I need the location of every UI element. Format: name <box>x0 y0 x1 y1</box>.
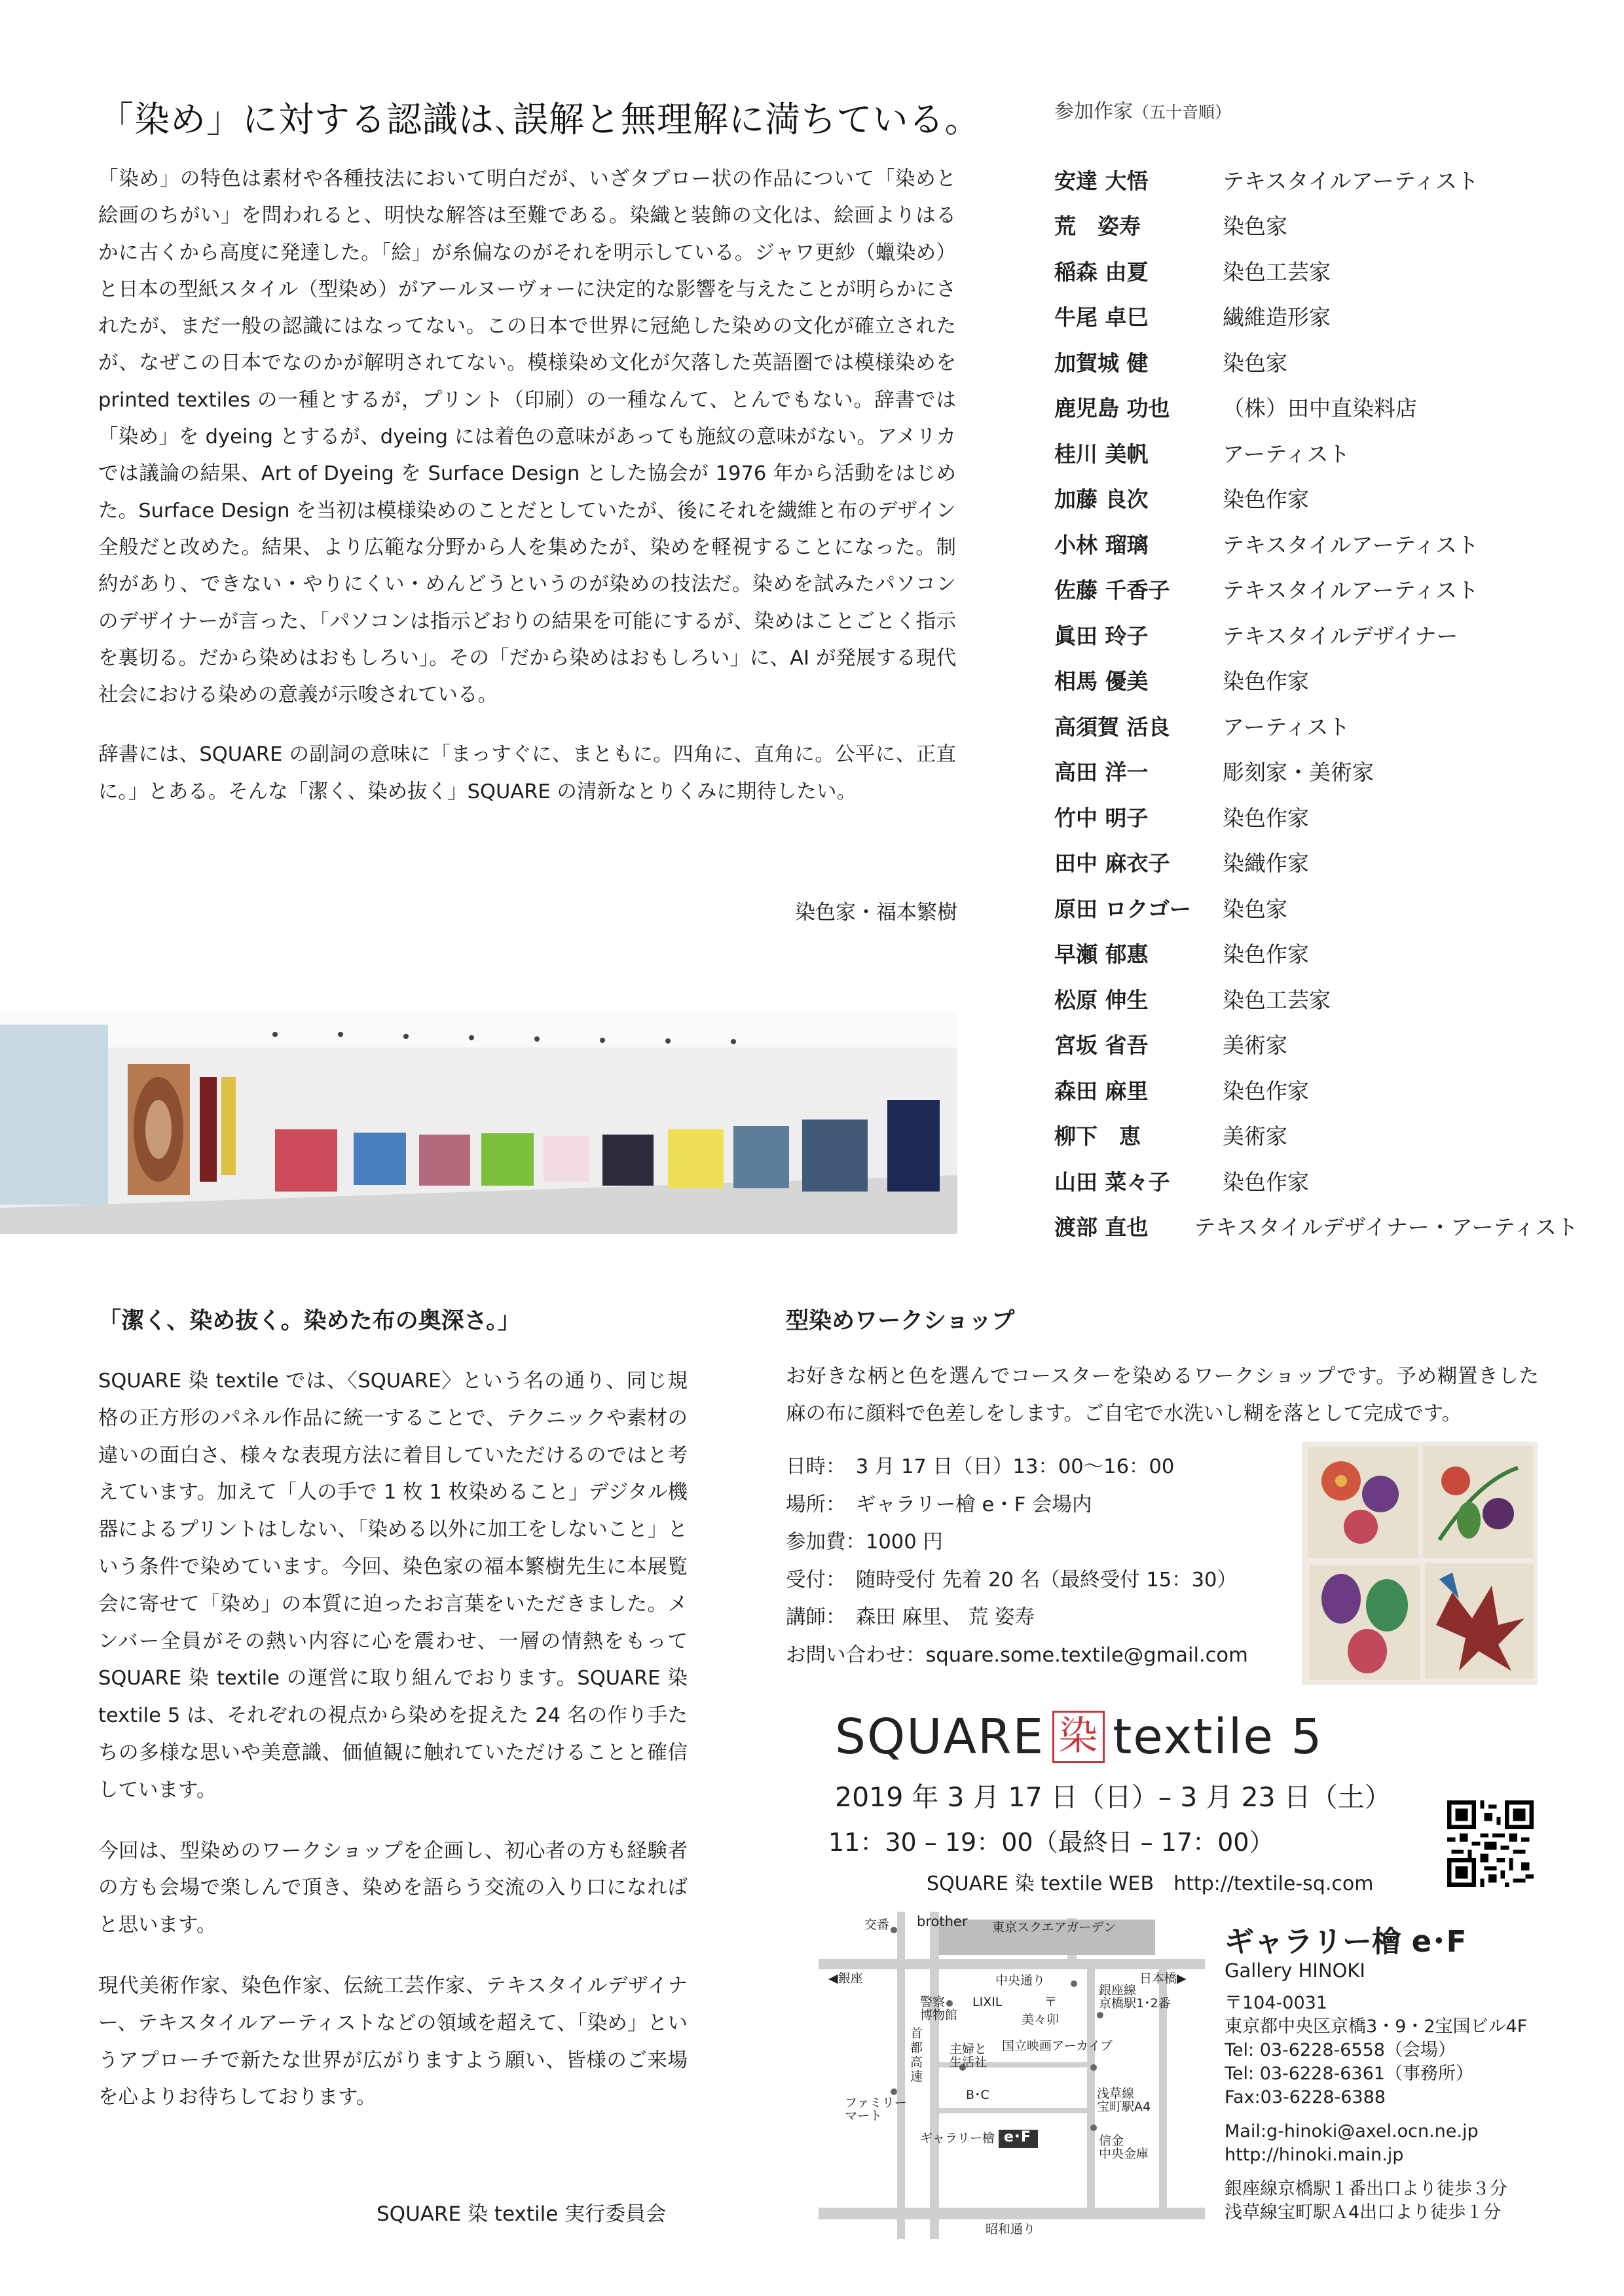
workshop-fee: 参加費：1000 円 <box>786 1531 943 1554</box>
artist-row <box>1054 888 1578 927</box>
artist-name: 佐藤 千香子 <box>1054 577 1170 603</box>
artist-name: 安達 大悟 <box>1054 168 1149 194</box>
map-label-miyuki: 美々卯 <box>1022 2013 1060 2027</box>
gallery-access-asakusa: 浅草線宝町駅Ａ4出口より徒歩１分 <box>1225 2202 1502 2223</box>
artist-name: 高須賀 活良 <box>1054 714 1170 740</box>
map-label-family-mart: ファミリー マート <box>845 2096 907 2123</box>
gallery-tel-office: Tel: 03‐6228‐6361（事務所） <box>1225 2064 1473 2084</box>
gallery-name: ギャラリー檜 e･F <box>1225 1924 1467 1959</box>
access-map-labels <box>819 1912 1205 2239</box>
gallery-name-en: Gallery HINOKI <box>1225 1959 1365 1982</box>
artist-row <box>1054 433 1578 472</box>
map-label-nihonbashi: 日本橋▶ <box>1139 1971 1187 1986</box>
gallery-mail[interactable]: Mail:g-hinoki@axel.ocn.ne.jp <box>1225 2121 1479 2141</box>
artist-row <box>1054 843 1578 882</box>
exhibition-dates: 2019 年 3 月 17 日（日）– 3 月 23 日（土） <box>835 1781 1392 1813</box>
coaster-samples-photo <box>1302 1442 1538 1685</box>
artist-row <box>1054 1116 1578 1155</box>
map-label-bc: B･C <box>966 2088 989 2102</box>
map-label-chuo-dori: 中央通り <box>995 1973 1046 1988</box>
artist-row <box>1054 934 1578 973</box>
artist-row <box>1054 797 1578 836</box>
artist-name: 渡部 直也 <box>1054 1214 1149 1240</box>
workshop-title: 型染めワークショップ <box>786 1308 1015 1334</box>
some-logo-mark: 染 <box>1052 1711 1105 1763</box>
intro-signature: SQUARE 染 textile 実行委員会 <box>377 2202 667 2226</box>
artist-role: 染色作家 <box>1223 941 1309 967</box>
map-label-lixil: LIXIL <box>972 1995 1003 2009</box>
artist-name: 稲森 由夏 <box>1054 259 1149 285</box>
gallery-fax: Fax:03‐6228‐6388 <box>1225 2087 1386 2107</box>
artist-role: 染色作家 <box>1223 805 1309 831</box>
workshop-contact[interactable]: お問い合わせ：square.some.textile@gmail.com <box>786 1643 1248 1667</box>
artist-row <box>1054 297 1578 336</box>
artist-role: テキスタイルアーティスト <box>1223 168 1479 194</box>
workshop-description: お好きな柄と色を選んでコースターを染めるワークショップです。予め糊置きした麻の布に顔料で色差しをします。ご自宅で水洗いし糊を落として完成です。 <box>786 1365 1539 1425</box>
artist-row <box>1054 251 1578 290</box>
artist-name: 宮坂 省吾 <box>1054 1032 1149 1058</box>
map-label-koban: 交番 <box>864 1918 890 1932</box>
artist-role: 染織作家 <box>1223 850 1309 876</box>
artist-row <box>1054 661 1578 700</box>
workshop-teacher: 講師： 森田 麻里、 荒 姿寿 <box>786 1606 1035 1629</box>
exhibition-title <box>835 1709 1392 1765</box>
gallery-info <box>1225 1925 1527 2225</box>
map-label-tokyo-square-garden: 東京スクエアガーデン <box>992 1920 1116 1935</box>
map-label-expressway: 首 都 高 速 <box>910 2026 923 2084</box>
exhibition-web[interactable]: SQUARE 染 textile WEB http://textile-sq.com <box>927 1872 1374 1895</box>
intro-title: 「潔く、染め抜く。染めた布の奥深さ。」 <box>98 1308 521 1334</box>
intro-paragraph: 今回は、型染めのワークショップを企画し、初心者の方も経験者の方も会場で楽しんで頂き、染めを語らう交流の入り口になればと思います。 <box>98 1839 688 1937</box>
artist-row <box>1054 706 1578 745</box>
artist-name: 桂川 美帆 <box>1054 441 1149 467</box>
artist-row <box>1054 979 1578 1018</box>
artist-role: 繊維造形家 <box>1223 304 1331 330</box>
artist-name: 小林 瑠璃 <box>1054 532 1149 558</box>
map-label-gallery: ギャラリー檜 <box>920 2131 995 2145</box>
map-label-film-archive: 国立映画アーカイブ <box>1002 2039 1113 2053</box>
artist-role: 美術家 <box>1223 1123 1287 1149</box>
artist-role: テキスタイルデザイナー <box>1223 623 1458 649</box>
artist-name: 早瀬 郁惠 <box>1054 941 1149 967</box>
essay-paragraph: 「染め」の特色は素材や各種技法において明白だが、いざタブロー状の作品について「染めと絵画のちがい」を問われると、明快な解答は至難である。染織と装飾の文化は、絵画よりはるかに古くから高度に発達した。「絵」が糸偏なのがそれを明示している。ジャワ更紗（蠟染め）と日本の型紙スタイル（型染め）がアールヌーヴォーに決定的な影響を与えたことが明らかにされたが、まだ一般の認識にはなってない。この日本で世界に冠絶した染めの文化が確立されたが、なぜこの日本でなのかが解明されてない。模様染め文化が欠落した英語圏では模様染めを printed textiles の一種とするが，プリント（印刷）の一種なんて、とんでもない。辞書では「染め」を dyeing とするが、dyeing には着色の意味があっても施紋の意味がない。アメリカでは議論の結果、Art of Dyeing を Surface Design とした協会が 1976 年から活動をはじめた。Surface Design を当初は模様染めのことだとしていたが、後にそれを繊維と布のデザイン全般だと改めた。結果、より広範な分野から人を集めたが、染めを軽視することになった。制約があり、できない・やりにくい・めんどうというのが染めの技法だ。染めを試みたパソコンのデザイナーが言った、「パソコンは指示どおりの結果を可能にするが、染めはことごとく指示を裏切る。だから染めはおもしろい」。その「だから染めはおもしろい」に、AI が発展する現代社会における染めの意義が示唆されている。 <box>98 168 956 707</box>
gallery-address: 東京都中央区京橋3・9・2宝国ビル4F <box>1225 2016 1528 2037</box>
artist-name: 牛尾 卓巳 <box>1054 304 1149 330</box>
artists-title-note: （五十音順） <box>1133 103 1232 122</box>
artist-role: アーティスト <box>1223 714 1350 740</box>
map-label-housewives-publisher: 主婦と 生活社 <box>950 2042 987 2069</box>
essay-paragraph: 辞書には、SQUARE の副詞の意味に「まっすぐに、まともに。四角に、直角に。公平に、正直に。」とある。そんな「潔く、染め抜く」SQUARE の清新なとりくみに期待したい。 <box>98 743 956 803</box>
artist-role: （株）田中直染料店 <box>1223 395 1417 421</box>
artist-name: 加藤 良次 <box>1054 486 1149 512</box>
artist-role: 染色作家 <box>1223 486 1309 512</box>
artist-row <box>1054 1070 1578 1109</box>
artist-role: 染色作家 <box>1223 1169 1309 1195</box>
artist-role: テキスタイルアーティスト <box>1223 532 1479 558</box>
map-label-ginza-line-station: 銀座線 京橋駅1･2番 <box>1099 1983 1171 2011</box>
artist-name: 高田 洋一 <box>1054 759 1149 785</box>
intro-body <box>98 1363 688 2140</box>
map-label-ginza: ◀銀座 <box>828 1971 863 1986</box>
artist-name: 田中 麻衣子 <box>1054 850 1170 876</box>
exhibition-hours: 11：30 – 19：00（最終日 – 17：00） <box>828 1828 1274 1857</box>
workshop-date: 日時： 3 月 17 日（日）13：00〜16：00 <box>786 1455 1175 1478</box>
artist-name: 原田 ロクゴー <box>1054 896 1191 922</box>
artist-name: 竹中 明子 <box>1054 805 1149 831</box>
artist-role: 染色家 <box>1223 896 1287 922</box>
artist-role: 染色工芸家 <box>1223 987 1331 1013</box>
artist-row <box>1054 388 1578 427</box>
workshop-reception: 受付： 随時受付 先着 20 名（最終受付 15：30） <box>786 1568 1237 1592</box>
artist-role: テキスタイルアーティスト <box>1223 577 1479 603</box>
essay-body <box>98 161 956 833</box>
map-label-police-museum: 警察 博物館 <box>920 1995 958 2022</box>
exhibition-brand <box>828 1709 1392 1896</box>
artist-row <box>1054 570 1578 609</box>
gallery-access-ginza: 銀座線京橋駅１番出口より徒歩３分 <box>1225 2179 1507 2199</box>
gallery-url[interactable]: http://hinoki.main.jp <box>1225 2145 1404 2165</box>
artist-name: 相馬 優美 <box>1054 668 1149 694</box>
artist-role: 美術家 <box>1223 1032 1287 1058</box>
artist-role: テキスタイルデザイナー・アーティスト <box>1194 1214 1578 1240</box>
map-label-post: 〒 <box>1044 1995 1058 2009</box>
artists-heading <box>1054 95 1231 124</box>
gallery-exhibition-photo <box>0 1011 957 1234</box>
intro-paragraph: SQUARE 染 textile では、〈SQUARE〉という名の通り、同じ規格の正方形のパネル作品に統一することで、テクニックや素材の違いの面白さ、様々な表現方法に着目していただけるのではと考えています。加えて「人の手で 1 枚 1 枚染めること」デジタル機器によるプリントはしない、「染める以外に加工をしないこと」という条件で染めています。今回、染色家の福本繁樹先生に本展覧会に寄せて「染め」の本質に迫ったお言葉をいただきました。メンバー全員がその熱い内容に心を震わせ、一層の情熱をもって SQUARE 染 textile の運営に取り組んでおります。SQUARE 染 textile 5 は、それぞれの視点から染めを捉えた 24 名の作り手たちの多様な思いや美意識、価値観に触れていただけることと確信しています。 <box>98 1370 688 1802</box>
artist-name: 松原 伸生 <box>1054 987 1149 1013</box>
artist-row <box>1054 1025 1578 1064</box>
artist-role: アーティスト <box>1223 441 1350 467</box>
artist-name: 鹿児島 功也 <box>1054 395 1170 421</box>
artists-title: 参加作家 <box>1054 100 1133 123</box>
artist-row <box>1054 752 1578 791</box>
artist-row <box>1054 160 1578 199</box>
artist-role: 染色工芸家 <box>1223 259 1331 285</box>
map-label-showa-dori: 昭和通り <box>986 2222 1036 2236</box>
map-label-asakusa-line-station: 浅草線 宝町駅A4 <box>1097 2086 1151 2114</box>
map-label-gallery-mark: e･F <box>1004 2129 1031 2145</box>
gallery-tel-venue: Tel: 03‐6228‐6558（会場） <box>1225 2040 1456 2060</box>
artist-row <box>1054 342 1578 381</box>
artist-row <box>1054 1161 1578 1200</box>
artist-role: 染色家 <box>1223 213 1287 239</box>
artist-name: 加賀城 健 <box>1054 350 1149 376</box>
map-label-brother: brother <box>917 1914 968 1929</box>
artist-name: 森田 麻里 <box>1054 1078 1149 1104</box>
artist-row <box>1054 524 1578 563</box>
artist-role: 染色家 <box>1223 350 1287 376</box>
artist-row <box>1054 615 1578 654</box>
qr-code[interactable] <box>1447 1800 1534 1887</box>
artist-name: 山田 菜々子 <box>1054 1169 1170 1195</box>
gallery-postal: 〒104‐0031 <box>1225 1993 1327 2013</box>
exhibition-title-right: textile 5 <box>1113 1709 1323 1765</box>
artist-name: 柳下 恵 <box>1054 1123 1141 1149</box>
essay-headline: 「染め」に対する認識は､誤解と無理解に満ちている｡ <box>98 99 963 140</box>
artist-row <box>1054 479 1578 518</box>
artist-role: 染色作家 <box>1223 1078 1309 1104</box>
workshop-place: 場所： ギャラリー檜 e・F 会場内 <box>786 1493 1092 1516</box>
essay-signature: 染色家・福本繁樹 <box>795 901 957 924</box>
artist-role: 染色作家 <box>1223 668 1309 694</box>
intro-paragraph: 現代美術作家、染色作家、伝統工芸作家、テキスタイルデザイナー、テキスタイルアーティストなどの領域を超えて、「染め」というアプローチで新たな世界が広がりますよう願い、皆様のご来場を心よりお待ちしております。 <box>98 1974 688 2109</box>
artist-role: 彫刻家・美術家 <box>1223 759 1374 785</box>
artist-name: 眞田 玲子 <box>1054 623 1149 649</box>
artist-name: 荒 姿寿 <box>1054 213 1141 239</box>
artist-row <box>1054 206 1578 245</box>
artist-row <box>1054 1207 1578 1246</box>
exhibition-title-left: SQUARE <box>835 1709 1045 1765</box>
workshop-info <box>786 1448 1248 1674</box>
map-label-shinkin-bank: 信金 中央金庫 <box>1099 2134 1149 2161</box>
